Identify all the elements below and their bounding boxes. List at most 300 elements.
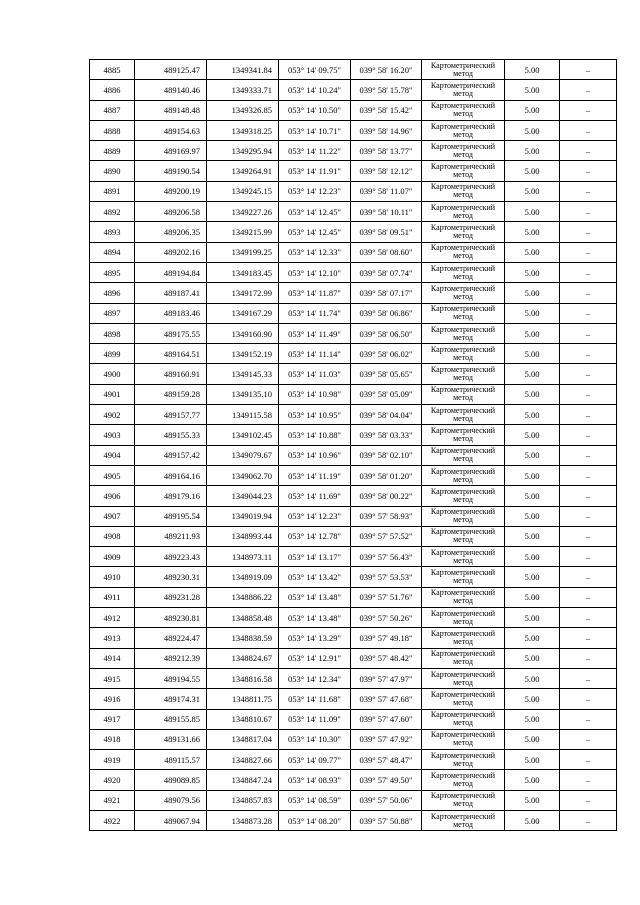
y-coordinate-cell: 1349135.10 bbox=[207, 384, 279, 404]
y-coordinate-cell: 1348827.66 bbox=[207, 750, 279, 770]
accuracy-cell: 5.00 bbox=[505, 709, 560, 729]
method-cell: Картометрический метод bbox=[422, 161, 505, 181]
y-coordinate-cell: 1349199.25 bbox=[207, 242, 279, 262]
method-cell: Картометрический метод bbox=[422, 100, 505, 120]
x-coordinate-cell: 489187.41 bbox=[135, 283, 207, 303]
method-cell: Картометрический метод bbox=[422, 547, 505, 567]
point-number-cell: 4919 bbox=[90, 750, 135, 770]
table-row bbox=[90, 202, 617, 222]
method-cell: Картометрический метод bbox=[422, 181, 505, 201]
x-coordinate-cell: 489230.31 bbox=[135, 567, 207, 587]
y-coordinate-cell: 1348824.67 bbox=[207, 648, 279, 668]
x-coordinate-cell: 489183.46 bbox=[135, 303, 207, 323]
latitude-cell: 053° 14' 10.24" bbox=[279, 80, 351, 100]
latitude-cell: 053° 14' 11.14" bbox=[279, 344, 351, 364]
accuracy-cell: 5.00 bbox=[505, 384, 560, 404]
x-coordinate-cell: 489155.33 bbox=[135, 425, 207, 445]
longitude-cell: 039° 58' 00.22" bbox=[351, 486, 422, 506]
accuracy-cell: 5.00 bbox=[505, 283, 560, 303]
y-coordinate-cell: 1349245.15 bbox=[207, 181, 279, 201]
accuracy-cell: 5.00 bbox=[505, 506, 560, 526]
method-cell: Картометрический метод bbox=[422, 750, 505, 770]
note-cell: – bbox=[560, 141, 617, 161]
point-number-cell: 4892 bbox=[90, 202, 135, 222]
note-cell: – bbox=[560, 222, 617, 242]
point-number-cell: 4896 bbox=[90, 283, 135, 303]
longitude-cell: 039° 58' 03.33" bbox=[351, 425, 422, 445]
note-cell: – bbox=[560, 120, 617, 140]
method-cell: Картометрический метод bbox=[422, 506, 505, 526]
point-number-cell: 4893 bbox=[90, 222, 135, 242]
latitude-cell: 053° 14' 11.68" bbox=[279, 689, 351, 709]
y-coordinate-cell: 1349019.94 bbox=[207, 506, 279, 526]
longitude-cell: 039° 57' 50.88" bbox=[351, 810, 422, 830]
latitude-cell: 053° 14' 12.33" bbox=[279, 242, 351, 262]
y-coordinate-cell: 1349062.70 bbox=[207, 465, 279, 485]
table-row bbox=[90, 60, 617, 80]
accuracy-cell: 5.00 bbox=[505, 445, 560, 465]
longitude-cell: 039° 58' 01.20" bbox=[351, 465, 422, 485]
latitude-cell: 053° 14' 11.69" bbox=[279, 486, 351, 506]
table-row bbox=[90, 668, 617, 688]
latitude-cell: 053° 14' 08.93" bbox=[279, 770, 351, 790]
y-coordinate-cell: 1348886.22 bbox=[207, 587, 279, 607]
table-row bbox=[90, 405, 617, 425]
method-cell: Картометрический метод bbox=[422, 668, 505, 688]
accuracy-cell: 5.00 bbox=[505, 587, 560, 607]
accuracy-cell: 5.00 bbox=[505, 303, 560, 323]
point-number-cell: 4887 bbox=[90, 100, 135, 120]
point-number-cell: 4886 bbox=[90, 80, 135, 100]
table-body bbox=[90, 60, 617, 831]
latitude-cell: 053° 14' 13.48" bbox=[279, 587, 351, 607]
y-coordinate-cell: 1349167.29 bbox=[207, 303, 279, 323]
latitude-cell: 053° 14' 10.98" bbox=[279, 384, 351, 404]
point-number-cell: 4908 bbox=[90, 526, 135, 546]
x-coordinate-cell: 489175.55 bbox=[135, 323, 207, 343]
point-number-cell: 4904 bbox=[90, 445, 135, 465]
x-coordinate-cell: 489154.63 bbox=[135, 120, 207, 140]
longitude-cell: 039° 57' 50.26" bbox=[351, 608, 422, 628]
y-coordinate-cell: 1349079.67 bbox=[207, 445, 279, 465]
note-cell: – bbox=[560, 323, 617, 343]
point-number-cell: 4915 bbox=[90, 668, 135, 688]
longitude-cell: 039° 58' 09.51" bbox=[351, 222, 422, 242]
accuracy-cell: 5.00 bbox=[505, 770, 560, 790]
x-coordinate-cell: 489125.47 bbox=[135, 60, 207, 80]
longitude-cell: 039° 58' 07.74" bbox=[351, 262, 422, 282]
table-row bbox=[90, 120, 617, 140]
accuracy-cell: 5.00 bbox=[505, 689, 560, 709]
method-cell: Картометрический метод bbox=[422, 465, 505, 485]
table-row bbox=[90, 262, 617, 282]
note-cell: – bbox=[560, 445, 617, 465]
accuracy-cell: 5.00 bbox=[505, 608, 560, 628]
point-number-cell: 4897 bbox=[90, 303, 135, 323]
note-cell: – bbox=[560, 100, 617, 120]
point-number-cell: 4894 bbox=[90, 242, 135, 262]
method-cell: Картометрический метод bbox=[422, 526, 505, 546]
latitude-cell: 053° 14' 12.34" bbox=[279, 668, 351, 688]
accuracy-cell: 5.00 bbox=[505, 526, 560, 546]
latitude-cell: 053° 14' 09.75" bbox=[279, 60, 351, 80]
accuracy-cell: 5.00 bbox=[505, 181, 560, 201]
method-cell: Картометрический метод bbox=[422, 303, 505, 323]
accuracy-cell: 5.00 bbox=[505, 668, 560, 688]
point-number-cell: 4907 bbox=[90, 506, 135, 526]
point-number-cell: 4914 bbox=[90, 648, 135, 668]
x-coordinate-cell: 489159.28 bbox=[135, 384, 207, 404]
note-cell: – bbox=[560, 790, 617, 810]
latitude-cell: 053° 14' 11.19" bbox=[279, 465, 351, 485]
longitude-cell: 039° 58' 16.20" bbox=[351, 60, 422, 80]
latitude-cell: 053° 14' 13.42" bbox=[279, 567, 351, 587]
x-coordinate-cell: 489212.39 bbox=[135, 648, 207, 668]
method-cell: Картометрический метод bbox=[422, 60, 505, 80]
y-coordinate-cell: 1349215.99 bbox=[207, 222, 279, 242]
accuracy-cell: 5.00 bbox=[505, 648, 560, 668]
table-row bbox=[90, 384, 617, 404]
table-row bbox=[90, 689, 617, 709]
latitude-cell: 053° 14' 12.23" bbox=[279, 506, 351, 526]
point-number-cell: 4895 bbox=[90, 262, 135, 282]
method-cell: Картометрический метод bbox=[422, 202, 505, 222]
longitude-cell: 039° 57' 58.93" bbox=[351, 506, 422, 526]
x-coordinate-cell: 489148.48 bbox=[135, 100, 207, 120]
table-row bbox=[90, 729, 617, 749]
latitude-cell: 053° 14' 12.91" bbox=[279, 648, 351, 668]
accuracy-cell: 5.00 bbox=[505, 100, 560, 120]
y-coordinate-cell: 1348873.28 bbox=[207, 810, 279, 830]
method-cell: Картометрический метод bbox=[422, 262, 505, 282]
table-row bbox=[90, 100, 617, 120]
point-number-cell: 4918 bbox=[90, 729, 135, 749]
method-cell: Картометрический метод bbox=[422, 486, 505, 506]
table-row bbox=[90, 648, 617, 668]
y-coordinate-cell: 1348847.24 bbox=[207, 770, 279, 790]
note-cell: – bbox=[560, 283, 617, 303]
table-row bbox=[90, 810, 617, 830]
table-row bbox=[90, 323, 617, 343]
note-cell: – bbox=[560, 668, 617, 688]
note-cell: – bbox=[560, 303, 617, 323]
x-coordinate-cell: 489195.54 bbox=[135, 506, 207, 526]
method-cell: Картометрический метод bbox=[422, 242, 505, 262]
accuracy-cell: 5.00 bbox=[505, 242, 560, 262]
method-cell: Картометрический метод bbox=[422, 405, 505, 425]
latitude-cell: 053° 14' 13.17" bbox=[279, 547, 351, 567]
y-coordinate-cell: 1349152.19 bbox=[207, 344, 279, 364]
table-row bbox=[90, 709, 617, 729]
accuracy-cell: 5.00 bbox=[505, 120, 560, 140]
table-row bbox=[90, 344, 617, 364]
longitude-cell: 039° 58' 07.17" bbox=[351, 283, 422, 303]
accuracy-cell: 5.00 bbox=[505, 262, 560, 282]
table-row bbox=[90, 506, 617, 526]
longitude-cell: 039° 58' 02.10" bbox=[351, 445, 422, 465]
note-cell: – bbox=[560, 567, 617, 587]
latitude-cell: 053° 14' 10.88" bbox=[279, 425, 351, 445]
table-row bbox=[90, 547, 617, 567]
longitude-cell: 039° 58' 13.77" bbox=[351, 141, 422, 161]
point-number-cell: 4922 bbox=[90, 810, 135, 830]
latitude-cell: 053° 14' 11.74" bbox=[279, 303, 351, 323]
method-cell: Картометрический метод bbox=[422, 790, 505, 810]
note-cell: – bbox=[560, 648, 617, 668]
point-number-cell: 4911 bbox=[90, 587, 135, 607]
latitude-cell: 053° 14' 11.87" bbox=[279, 283, 351, 303]
accuracy-cell: 5.00 bbox=[505, 364, 560, 384]
method-cell: Картометрический метод bbox=[422, 628, 505, 648]
table-row bbox=[90, 567, 617, 587]
longitude-cell: 039° 58' 05.65" bbox=[351, 364, 422, 384]
y-coordinate-cell: 1349145.33 bbox=[207, 364, 279, 384]
note-cell: – bbox=[560, 181, 617, 201]
note-cell: – bbox=[560, 242, 617, 262]
latitude-cell: 053° 14' 12.45" bbox=[279, 202, 351, 222]
point-number-cell: 4920 bbox=[90, 770, 135, 790]
y-coordinate-cell: 1348810.67 bbox=[207, 709, 279, 729]
y-coordinate-cell: 1349326.85 bbox=[207, 100, 279, 120]
y-coordinate-cell: 1349341.84 bbox=[207, 60, 279, 80]
longitude-cell: 039° 57' 48.42" bbox=[351, 648, 422, 668]
accuracy-cell: 5.00 bbox=[505, 80, 560, 100]
method-cell: Картометрический метод bbox=[422, 323, 505, 343]
method-cell: Картометрический метод bbox=[422, 445, 505, 465]
longitude-cell: 039° 57' 57.52" bbox=[351, 526, 422, 546]
note-cell: – bbox=[560, 384, 617, 404]
latitude-cell: 053° 14' 12.45" bbox=[279, 222, 351, 242]
method-cell: Картометрический метод bbox=[422, 283, 505, 303]
y-coordinate-cell: 1348857.83 bbox=[207, 790, 279, 810]
note-cell: – bbox=[560, 202, 617, 222]
latitude-cell: 053° 14' 09.77" bbox=[279, 750, 351, 770]
longitude-cell: 039° 57' 56.43" bbox=[351, 547, 422, 567]
longitude-cell: 039° 58' 10.11" bbox=[351, 202, 422, 222]
longitude-cell: 039° 58' 11.07" bbox=[351, 181, 422, 201]
longitude-cell: 039° 58' 06.50" bbox=[351, 323, 422, 343]
longitude-cell: 039° 57' 47.92" bbox=[351, 729, 422, 749]
latitude-cell: 053° 14' 11.49" bbox=[279, 323, 351, 343]
table-row bbox=[90, 628, 617, 648]
note-cell: – bbox=[560, 750, 617, 770]
method-cell: Картометрический метод bbox=[422, 80, 505, 100]
latitude-cell: 053° 14' 10.71" bbox=[279, 120, 351, 140]
table-row bbox=[90, 80, 617, 100]
latitude-cell: 053° 14' 11.91" bbox=[279, 161, 351, 181]
table-row bbox=[90, 608, 617, 628]
latitude-cell: 053° 14' 08.59" bbox=[279, 790, 351, 810]
note-cell: – bbox=[560, 364, 617, 384]
x-coordinate-cell: 489155.85 bbox=[135, 709, 207, 729]
latitude-cell: 053° 14' 12.23" bbox=[279, 181, 351, 201]
point-number-cell: 4905 bbox=[90, 465, 135, 485]
note-cell: – bbox=[560, 262, 617, 282]
accuracy-cell: 5.00 bbox=[505, 425, 560, 445]
longitude-cell: 039° 57' 47.97" bbox=[351, 668, 422, 688]
note-cell: – bbox=[560, 770, 617, 790]
method-cell: Картометрический метод bbox=[422, 567, 505, 587]
x-coordinate-cell: 489230.81 bbox=[135, 608, 207, 628]
note-cell: – bbox=[560, 506, 617, 526]
note-cell: – bbox=[560, 810, 617, 830]
method-cell: Картометрический метод bbox=[422, 364, 505, 384]
x-coordinate-cell: 489067.94 bbox=[135, 810, 207, 830]
longitude-cell: 039° 58' 15.78" bbox=[351, 80, 422, 100]
point-number-cell: 4901 bbox=[90, 384, 135, 404]
longitude-cell: 039° 58' 12.12" bbox=[351, 161, 422, 181]
x-coordinate-cell: 489115.57 bbox=[135, 750, 207, 770]
longitude-cell: 039° 57' 51.76" bbox=[351, 587, 422, 607]
x-coordinate-cell: 489206.58 bbox=[135, 202, 207, 222]
x-coordinate-cell: 489131.66 bbox=[135, 729, 207, 749]
y-coordinate-cell: 1349227.26 bbox=[207, 202, 279, 222]
note-cell: – bbox=[560, 547, 617, 567]
point-number-cell: 4899 bbox=[90, 344, 135, 364]
table-row bbox=[90, 222, 617, 242]
latitude-cell: 053° 14' 11.09" bbox=[279, 709, 351, 729]
accuracy-cell: 5.00 bbox=[505, 547, 560, 567]
note-cell: – bbox=[560, 526, 617, 546]
longitude-cell: 039° 58' 14.96" bbox=[351, 120, 422, 140]
note-cell: – bbox=[560, 425, 617, 445]
point-number-cell: 4909 bbox=[90, 547, 135, 567]
accuracy-cell: 5.00 bbox=[505, 202, 560, 222]
y-coordinate-cell: 1349318.25 bbox=[207, 120, 279, 140]
y-coordinate-cell: 1349183.45 bbox=[207, 262, 279, 282]
x-coordinate-cell: 489157.42 bbox=[135, 445, 207, 465]
point-number-cell: 4898 bbox=[90, 323, 135, 343]
point-number-cell: 4900 bbox=[90, 364, 135, 384]
point-number-cell: 4885 bbox=[90, 60, 135, 80]
note-cell: – bbox=[560, 465, 617, 485]
latitude-cell: 053° 14' 13.29" bbox=[279, 628, 351, 648]
method-cell: Картометрический метод bbox=[422, 384, 505, 404]
method-cell: Картометрический метод bbox=[422, 344, 505, 364]
note-cell: – bbox=[560, 709, 617, 729]
longitude-cell: 039° 57' 48.47" bbox=[351, 750, 422, 770]
point-number-cell: 4906 bbox=[90, 486, 135, 506]
note-cell: – bbox=[560, 608, 617, 628]
accuracy-cell: 5.00 bbox=[505, 161, 560, 181]
table-row bbox=[90, 587, 617, 607]
latitude-cell: 053° 14' 10.96" bbox=[279, 445, 351, 465]
point-number-cell: 4916 bbox=[90, 689, 135, 709]
y-coordinate-cell: 1348993.44 bbox=[207, 526, 279, 546]
longitude-cell: 039° 58' 05.09" bbox=[351, 384, 422, 404]
x-coordinate-cell: 489164.16 bbox=[135, 465, 207, 485]
note-cell: – bbox=[560, 587, 617, 607]
table-row bbox=[90, 526, 617, 546]
table-row bbox=[90, 181, 617, 201]
accuracy-cell: 5.00 bbox=[505, 790, 560, 810]
accuracy-cell: 5.00 bbox=[505, 465, 560, 485]
table-row bbox=[90, 465, 617, 485]
longitude-cell: 039° 58' 06.86" bbox=[351, 303, 422, 323]
x-coordinate-cell: 489194.55 bbox=[135, 668, 207, 688]
latitude-cell: 053° 14' 10.95" bbox=[279, 405, 351, 425]
table-row bbox=[90, 445, 617, 465]
note-cell: – bbox=[560, 344, 617, 364]
accuracy-cell: 5.00 bbox=[505, 628, 560, 648]
y-coordinate-cell: 1349115.58 bbox=[207, 405, 279, 425]
y-coordinate-cell: 1349295.94 bbox=[207, 141, 279, 161]
latitude-cell: 053° 14' 10.50" bbox=[279, 100, 351, 120]
x-coordinate-cell: 489174.31 bbox=[135, 689, 207, 709]
latitude-cell: 053° 14' 12.78" bbox=[279, 526, 351, 546]
note-cell: – bbox=[560, 161, 617, 181]
point-number-cell: 4917 bbox=[90, 709, 135, 729]
method-cell: Картометрический метод bbox=[422, 608, 505, 628]
method-cell: Картометрический метод bbox=[422, 587, 505, 607]
method-cell: Картометрический метод bbox=[422, 770, 505, 790]
accuracy-cell: 5.00 bbox=[505, 567, 560, 587]
y-coordinate-cell: 1348816.58 bbox=[207, 668, 279, 688]
point-number-cell: 4891 bbox=[90, 181, 135, 201]
table-row bbox=[90, 486, 617, 506]
x-coordinate-cell: 489169.97 bbox=[135, 141, 207, 161]
point-number-cell: 4921 bbox=[90, 790, 135, 810]
table-row bbox=[90, 283, 617, 303]
x-coordinate-cell: 489224.47 bbox=[135, 628, 207, 648]
x-coordinate-cell: 489160.91 bbox=[135, 364, 207, 384]
point-number-cell: 4912 bbox=[90, 608, 135, 628]
longitude-cell: 039° 58' 15.42" bbox=[351, 100, 422, 120]
note-cell: – bbox=[560, 80, 617, 100]
method-cell: Картометрический метод bbox=[422, 425, 505, 445]
method-cell: Картометрический метод bbox=[422, 729, 505, 749]
latitude-cell: 053° 14' 10.30" bbox=[279, 729, 351, 749]
x-coordinate-cell: 489231.28 bbox=[135, 587, 207, 607]
y-coordinate-cell: 1349264.91 bbox=[207, 161, 279, 181]
accuracy-cell: 5.00 bbox=[505, 222, 560, 242]
accuracy-cell: 5.00 bbox=[505, 729, 560, 749]
method-cell: Картометрический метод bbox=[422, 709, 505, 729]
note-cell: – bbox=[560, 486, 617, 506]
point-number-cell: 4890 bbox=[90, 161, 135, 181]
x-coordinate-cell: 489194.84 bbox=[135, 262, 207, 282]
point-number-cell: 4889 bbox=[90, 141, 135, 161]
method-cell: Картометрический метод bbox=[422, 120, 505, 140]
x-coordinate-cell: 489206.35 bbox=[135, 222, 207, 242]
y-coordinate-cell: 1348817.04 bbox=[207, 729, 279, 749]
table-row bbox=[90, 161, 617, 181]
table-row bbox=[90, 770, 617, 790]
latitude-cell: 053° 14' 12.10" bbox=[279, 262, 351, 282]
accuracy-cell: 5.00 bbox=[505, 810, 560, 830]
table-row bbox=[90, 790, 617, 810]
latitude-cell: 053° 14' 11.22" bbox=[279, 141, 351, 161]
point-number-cell: 4902 bbox=[90, 405, 135, 425]
accuracy-cell: 5.00 bbox=[505, 344, 560, 364]
table-row bbox=[90, 141, 617, 161]
y-coordinate-cell: 1349102.45 bbox=[207, 425, 279, 445]
longitude-cell: 039° 57' 50.06" bbox=[351, 790, 422, 810]
longitude-cell: 039° 58' 04.04" bbox=[351, 405, 422, 425]
point-number-cell: 4910 bbox=[90, 567, 135, 587]
point-number-cell: 4903 bbox=[90, 425, 135, 445]
x-coordinate-cell: 489179.16 bbox=[135, 486, 207, 506]
x-coordinate-cell: 489157.77 bbox=[135, 405, 207, 425]
longitude-cell: 039° 58' 08.60" bbox=[351, 242, 422, 262]
x-coordinate-cell: 489200.19 bbox=[135, 181, 207, 201]
y-coordinate-cell: 1348838.59 bbox=[207, 628, 279, 648]
latitude-cell: 053° 14' 11.03" bbox=[279, 364, 351, 384]
coordinates-table bbox=[89, 59, 617, 831]
table-row bbox=[90, 364, 617, 384]
accuracy-cell: 5.00 bbox=[505, 60, 560, 80]
x-coordinate-cell: 489164.51 bbox=[135, 344, 207, 364]
